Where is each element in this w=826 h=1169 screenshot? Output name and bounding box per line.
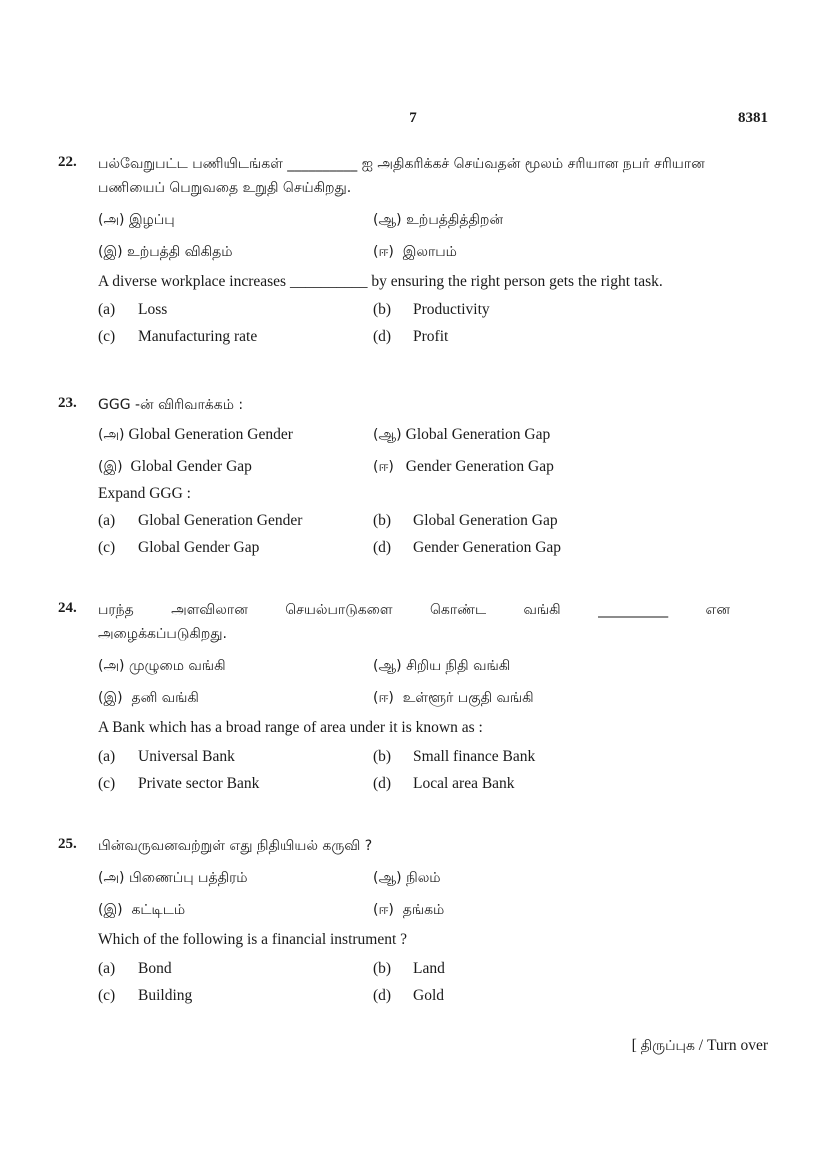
english-option-b: (b) Land [373,959,445,977]
tamil-option-c: (இ) தனி வங்கி [98,690,199,706]
question-number: 23. [58,395,77,411]
english-option-c: (c) Manufacturing rate [98,327,258,345]
english-options-row-2 [98,534,768,561]
paper-code: 8381 [738,110,768,126]
english-options-row-1 [98,296,768,323]
tamil-option-d: (ஈ) தங்கம் [373,902,445,918]
tamil-question-stem: பல்வேறுபட்ட பணியிடங்கள் __________ ஐ அதிகரிக்கச் செய்வதன் மூலம் சரியான நபர் சரியான பணியைப் பெறுவதை உறுதி செய்கிறது. [98,156,705,196]
tamil-option-b: (ஆ) Global Generation Gap [373,426,551,443]
tamil-option-c: (இ) கட்டிடம் [98,902,186,918]
tamil-options-row-1 [98,206,768,234]
english-option-d: (d) Local area Bank [373,774,515,792]
english-question-stem: A diverse workplace increases __________ by ensuring the right person gets the right task. [98,273,663,290]
tamil-option-d: (ஈ) இலாபம் [373,244,457,260]
tamil-option-b: (ஆ) நிலம் [373,870,441,886]
tamil-option-b: (ஆ) சிறிய நிதி வங்கி [373,658,511,674]
english-options-row-2 [98,323,768,350]
english-option-b: (b) Global Generation Gap [373,511,558,529]
english-question-stem: A Bank which has a broad range of area under it is known as : [98,719,483,736]
tamil-option-b: (ஆ) உற்பத்தித்திறன் [373,212,504,228]
english-option-a: (a) Universal Bank [98,747,235,765]
turn-over-english: Turn over [706,1037,768,1054]
tamil-question-stem: பின்வருவனவற்றுள் எது நிதியியல் கருவி ? [98,838,373,854]
turn-over-tamil: திருப்புக [640,1038,695,1054]
english-options-row-2 [98,982,768,1009]
tamil-option-c: (இ) Global Gender Gap [98,458,252,475]
tamil-question-stem-line-1: பரந்த அளவிலான செயல்பாடுகளை கொண்ட வங்கி __________ என [98,602,730,618]
tamil-options-row-2 [98,238,768,266]
english-options-row-1 [98,507,768,534]
tamil-option-a: (அ) இழப்பு [98,212,175,228]
english-option-d: (d) Gold [373,986,444,1004]
english-option-a: (a) Global Generation Gender [98,511,303,529]
turn-over-note: [ திருப்புக / Turn over [631,1037,768,1054]
english-options-row-1 [98,743,768,770]
english-option-c: (c) Private sector Bank [98,774,260,792]
tamil-options-row-1 [98,421,768,449]
tamil-option-d: (ஈ) உள்ளூர் பகுதி வங்கி [373,690,534,706]
english-option-d: (d) Gender Generation Gap [373,538,562,556]
question-24 [58,598,768,797]
tamil-options-row-2 [98,453,768,481]
page-number: 7 [409,110,417,126]
english-option-b: (b) Small finance Bank [373,747,536,765]
english-option-d: (d) Profit [373,327,449,345]
tamil-options-row-1 [98,864,768,892]
tamil-options-row-2 [98,896,768,924]
tamil-option-a: (அ) முழுமை வங்கி [98,658,226,674]
english-options-row-1 [98,955,768,982]
english-question-stem: Expand GGG : [98,485,191,502]
english-options-row-2 [98,770,768,797]
question-number: 25. [58,836,77,852]
english-option-c: (c) Global Gender Gap [98,538,260,556]
tamil-options-row-2 [98,684,768,712]
question-25 [58,834,768,1009]
english-question-stem: Which of the following is a financial instrument ? [98,931,408,948]
tamil-option-d: (ஈ) Gender Generation Gap [373,458,554,475]
question-number: 22. [58,154,77,170]
question-number: 24. [58,600,77,616]
tamil-option-a: (அ) Global Generation Gender [98,426,293,443]
english-option-a: (a) Bond [98,959,172,977]
english-option-b: (b) Productivity [373,300,490,318]
tamil-question-stem-line-2: அழைக்கப்படுகிறது. [98,626,227,642]
tamil-options-row-1 [98,652,768,680]
tamil-question-stem: GGG -ன் விரிவாக்கம் : [98,397,244,413]
english-option-c: (c) Building [98,986,193,1004]
question-22 [58,152,768,350]
tamil-option-c: (இ) உற்பத்தி விகிதம் [98,244,233,260]
tamil-option-a: (அ) பிணைப்பு பத்திரம் [98,870,248,886]
english-option-a: (a) Loss [98,300,168,318]
question-23 [58,393,768,561]
